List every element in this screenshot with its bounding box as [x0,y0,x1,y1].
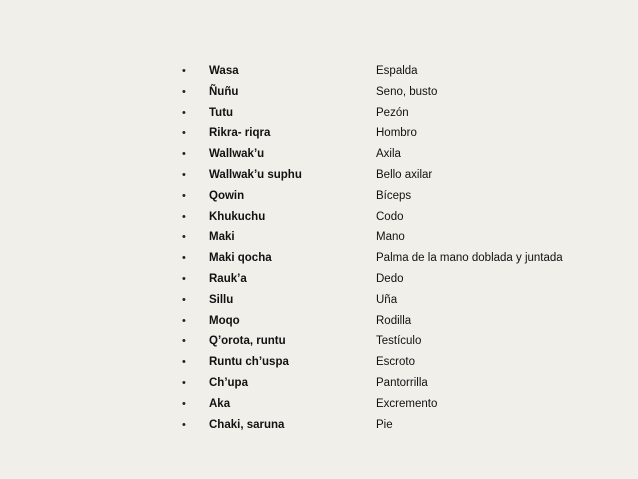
quechua-term: Maki qocha [209,252,272,265]
bullet-icon: • [182,314,186,327]
bullet-icon: • [182,252,186,265]
quechua-term: Wasa [209,65,239,77]
list-item [0,269,638,290]
quechua-term: Sillu [209,293,234,306]
bullet-icon: • [182,376,186,389]
bullet-icon: • [182,148,186,161]
list-item [0,248,638,269]
quechua-term: Qowin [209,189,245,202]
bullet-icon: • [182,231,186,244]
spanish-meaning: Escroto [376,356,415,369]
bullet-icon: • [182,106,186,119]
quechua-term: Rikra- riqra [209,127,271,140]
list-item [0,61,638,82]
list-item [0,415,638,436]
spanish-meaning: Codo [376,210,404,223]
spanish-meaning: Palma de la mano doblada y juntada [376,252,563,265]
list-item [0,144,638,165]
quechua-term: Maki [209,231,235,244]
quechua-term: Chaki, saruna [209,418,285,431]
list-item [0,123,638,144]
spanish-meaning: Testículo [376,335,422,348]
quechua-term: Khukuchu [209,210,266,223]
spanish-meaning: Axila [376,148,401,161]
list-item [0,373,638,394]
quechua-term: Q’orota, runtu [209,335,286,348]
list-item [0,331,638,352]
spanish-meaning: Excremento [376,397,438,410]
spanish-meaning: Bello axilar [376,168,433,181]
bullet-icon: • [182,356,186,369]
list-item [0,82,638,103]
quechua-term: Ñuñu [209,85,239,98]
quechua-term: Ch’upa [209,376,248,389]
bullet-icon: • [182,397,186,410]
bullet-icon: • [182,168,186,181]
spanish-meaning: Hombro [376,127,417,140]
bullet-icon: • [182,85,186,98]
list-item [0,103,638,124]
bullet-icon: • [182,335,186,348]
vocabulary-list [0,61,638,435]
spanish-meaning: Pantorrilla [376,376,428,389]
spanish-meaning: Pie [376,418,393,431]
quechua-term: Wallwak’u suphu [209,168,302,181]
spanish-meaning: Seno, busto [376,85,438,98]
list-item [0,290,638,311]
bullet-icon: • [182,210,186,223]
quechua-term: Rauk’a [209,272,247,285]
bullet-icon: • [182,127,186,140]
quechua-term: Aka [209,397,231,410]
bullet-icon: • [182,65,186,77]
quechua-term: Runtu ch’uspa [209,356,289,369]
quechua-term: Moqo [209,314,240,327]
spanish-meaning: Uña [376,293,398,306]
spanish-meaning: Bíceps [376,189,412,202]
quechua-term: Wallwak’u [209,148,265,161]
list-item [0,352,638,373]
list-item [0,165,638,186]
spanish-meaning: Pezón [376,106,409,119]
spanish-meaning: Dedo [376,272,404,285]
list-item [0,227,638,248]
spanish-meaning: Espalda [376,65,418,77]
spanish-meaning: Mano [376,231,405,244]
list-item [0,394,638,415]
list-item [0,207,638,228]
spanish-meaning: Rodilla [376,314,412,327]
bullet-icon: • [182,293,186,306]
bullet-icon: • [182,272,186,285]
quechua-term: Tutu [209,106,234,119]
list-item [0,311,638,332]
bullet-icon: • [182,418,186,431]
list-item [0,186,638,207]
bullet-icon: • [182,189,186,202]
